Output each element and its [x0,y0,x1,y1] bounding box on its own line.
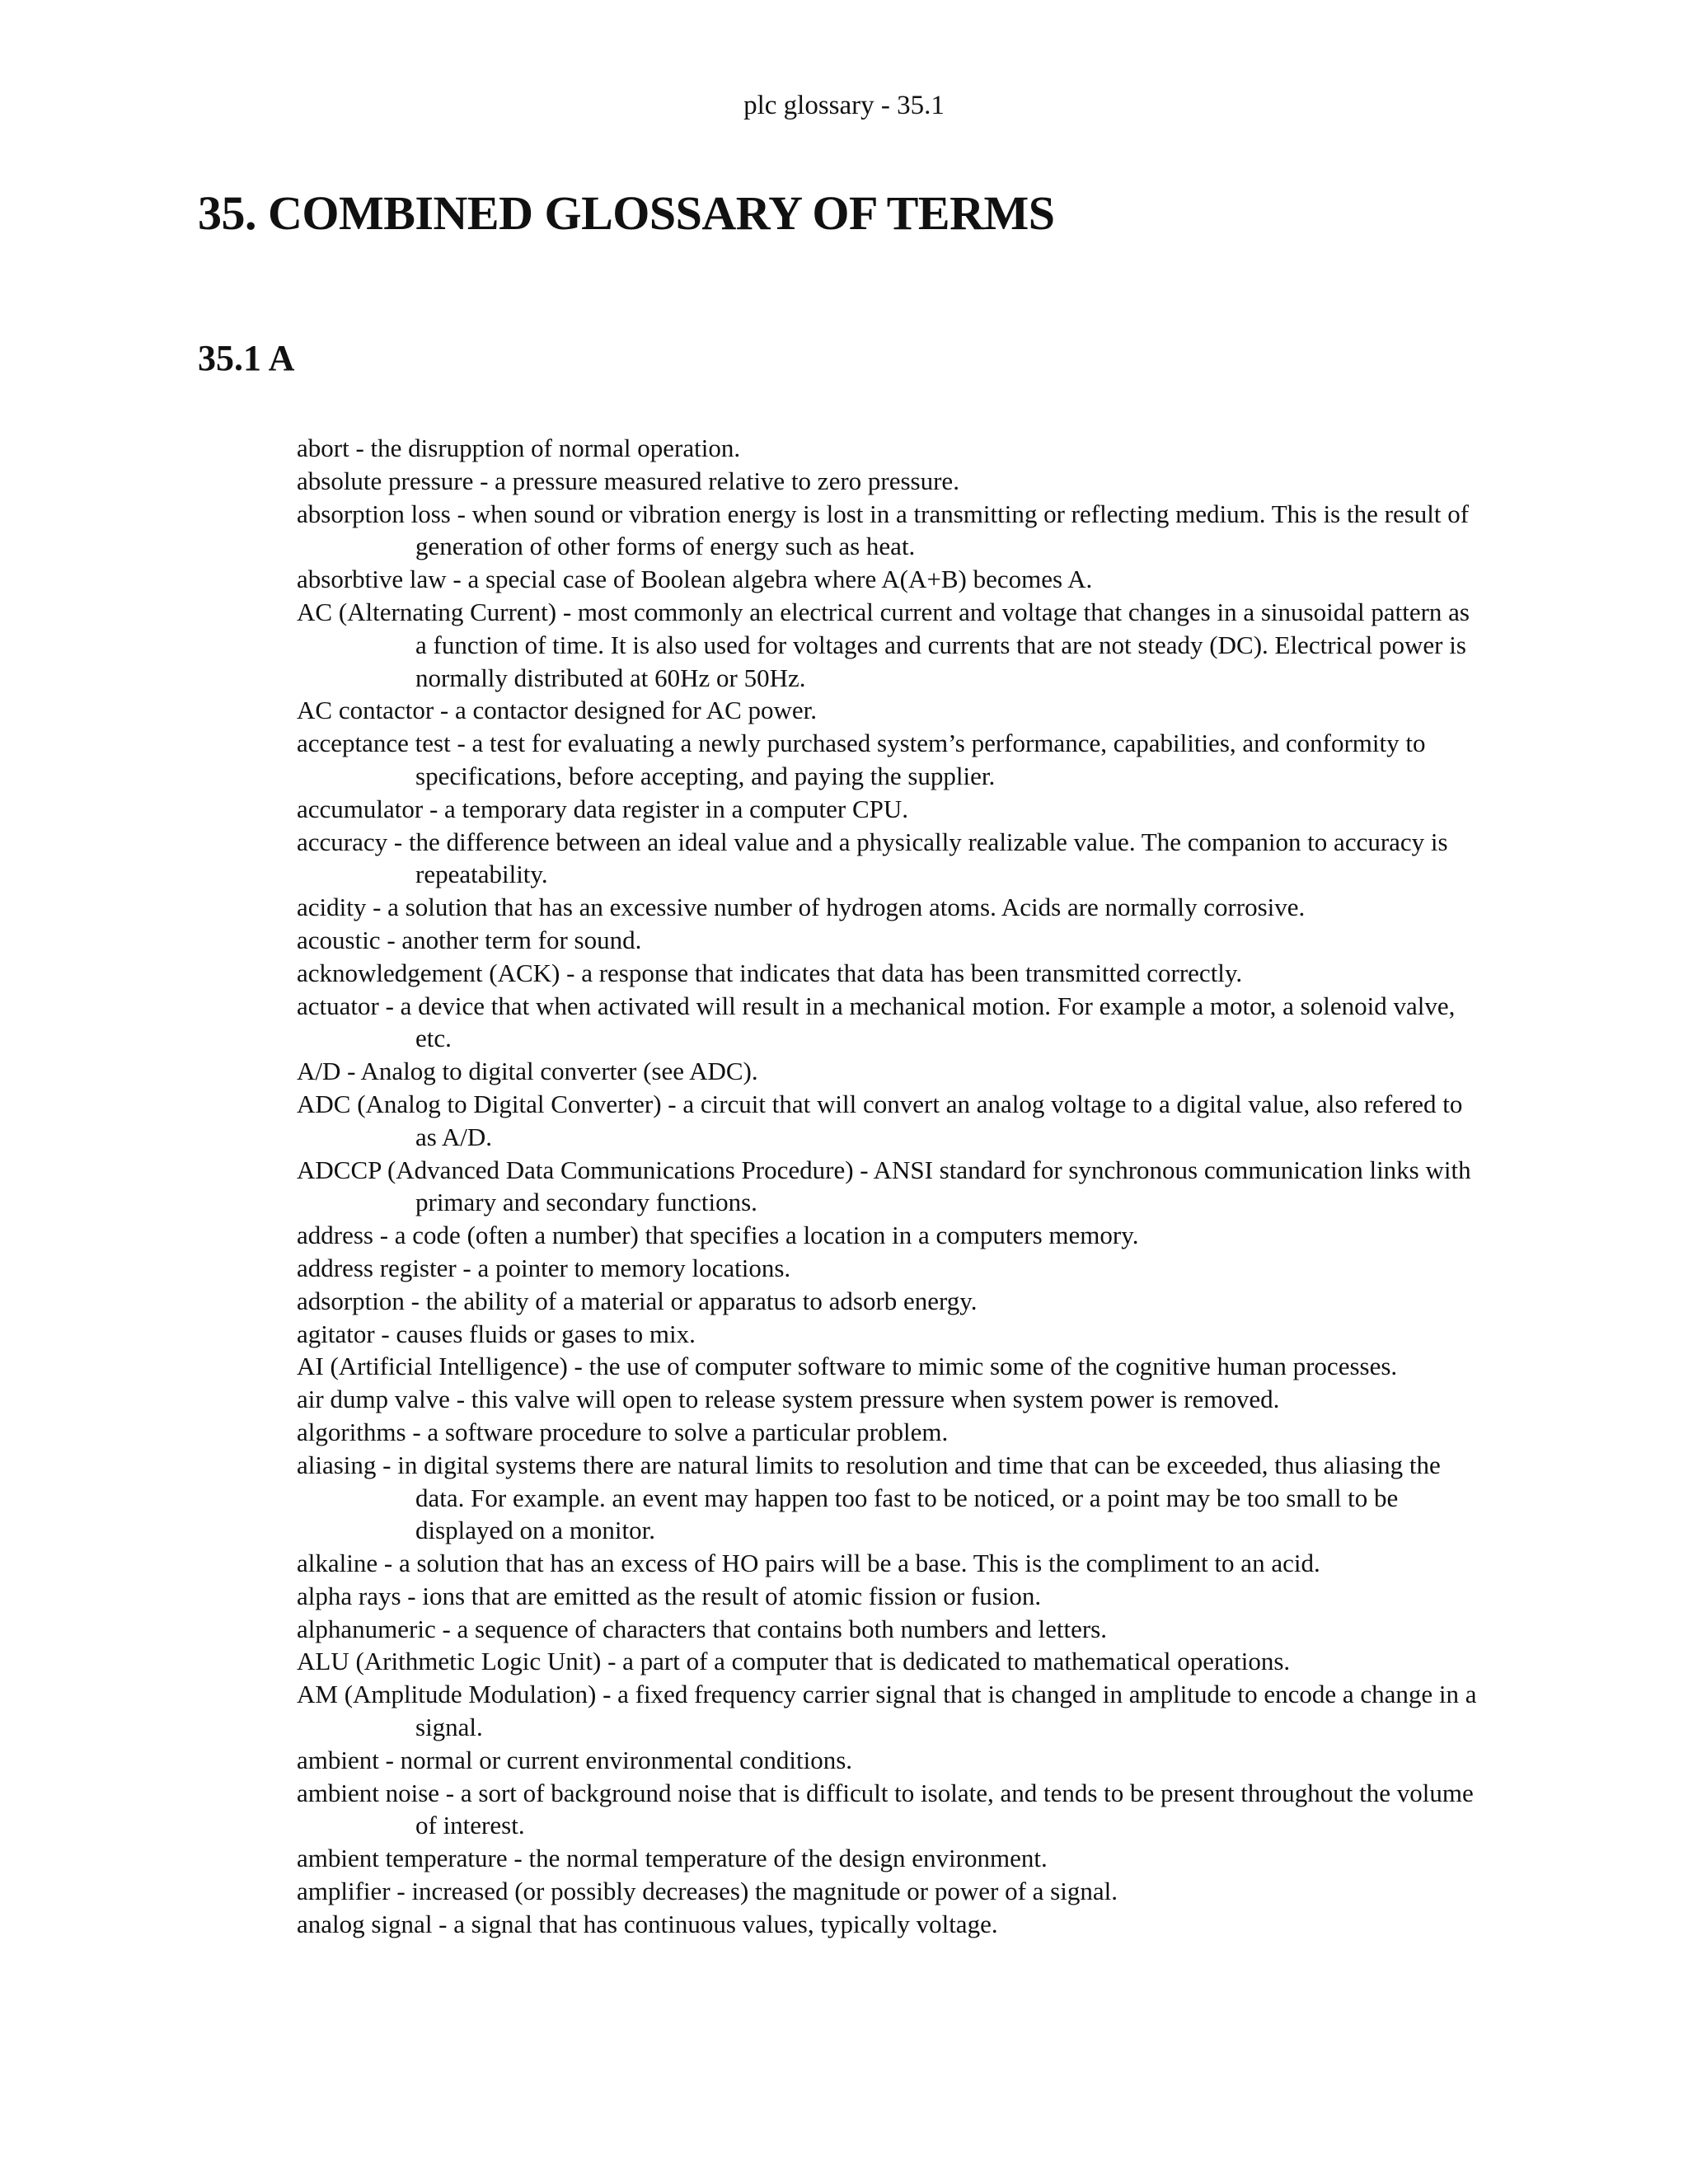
glossary-entry: acknowledgement (ACK) - a response that indicates that data has been transmitted correctly. [297,958,1243,987]
glossary-entry: AI (Artificial Intelligence) - the use of computer software to mimic some of the cognitive human processes. [297,1352,1398,1381]
glossary-entry: aliasing - in digital systems there are natural limits to resolution and time that can be exceeded, thus aliasing the data. For example. an event may happen too fast to be noticed, or a point may be too small to be displayed on a monitor. [297,1450,1441,1545]
glossary-entry: agitator - causes fluids or gases to mix. [297,1319,696,1348]
glossary-entry: ALU (Arithmetic Logic Unit) - a part of a computer that is dedicated to mathematical operations. [297,1647,1291,1676]
glossary-entry: alphanumeric - a sequence of characters that contains both numbers and letters. [297,1614,1107,1643]
glossary-entry: analog signal - a signal that has continuous values, typically voltage. [297,1909,998,1938]
glossary-entry: actuator - a device that when activated will result in a mechanical motion. For example a motor, a solenoid valve, etc. [297,991,1456,1053]
glossary-entry: accumulator - a temporary data register in a computer CPU. [297,794,909,823]
glossary-entry: address - a code (often a number) that specifies a location in a computers memory. [297,1221,1139,1250]
running-header: plc glossary - 35.1 [743,91,945,120]
glossary-entry: alkaline - a solution that has an excess of HO pairs will be a base. This is the compliment to an acid. [297,1549,1320,1578]
glossary-entry: accuracy - the difference between an ideal value and a physically realizable value. The companion to accuracy is repeatability. [297,827,1448,889]
glossary-entry: alpha rays - ions that are emitted as the result of atomic fission or fusion. [297,1581,1042,1610]
glossary-entry: air dump valve - this valve will open to release system pressure when system power is removed. [297,1385,1280,1414]
glossary-entry: acoustic - another term for sound. [297,925,642,954]
chapter-title: 35. COMBINED GLOSSARY OF TERMS [198,186,1055,240]
glossary-entry: abort - the disrupption of normal operation. [297,434,741,462]
glossary-entry: absolute pressure - a pressure measured relative to zero pressure. [297,466,959,495]
glossary-entry: ambient noise - a sort of background noise that is difficult to isolate, and tends to be present throughout the volume of interest. [297,1778,1474,1840]
glossary-entry: algorithms - a software procedure to solve a particular problem. [297,1417,949,1446]
glossary-entry: acidity - a solution that has an excessive number of hydrogen atoms. Acids are normally corrosive. [297,893,1306,922]
section-title: 35.1 A [198,338,295,378]
glossary-entry: ADCCP (Advanced Data Communications Procedure) - ANSI standard for synchronous communication links with primary and secondary functions. [297,1155,1471,1217]
glossary-entry: A/D - Analog to digital converter (see ADC). [297,1057,758,1086]
glossary-entry: ADC (Analog to Digital Converter) - a circuit that will convert an analog voltage to a digital value, also refered to as A/D. [297,1089,1463,1151]
glossary-entry: adsorption - the ability of a material or apparatus to adsorb energy. [297,1286,978,1315]
glossary-list [297,432,1484,1941]
glossary-entry: acceptance test - a test for evaluating a newly purchased system’s performance, capabilities, and conformity to specifications, before accepting, and paying the supplier. [297,729,1426,790]
glossary-entry: AM (Amplitude Modulation) - a fixed frequency carrier signal that is changed in amplitude to encode a change in a signal. [297,1680,1477,1742]
glossary-entry: ambient temperature - the normal temperature of the design environment. [297,1844,1048,1873]
glossary-entry: absorption loss - when sound or vibration energy is lost in a transmitting or reflecting medium. This is the result of generation of other forms of energy such as heat. [297,499,1470,561]
glossary-entry: ambient - normal or current environmental conditions. [297,1745,853,1774]
glossary-entry: absorbtive law - a special case of Boolean algebra where A(A+B) becomes A. [297,565,1093,594]
glossary-entry: amplifier - increased (or possibly decreases) the magnitude or power of a signal. [297,1877,1118,1906]
glossary-entry: address register - a pointer to memory locations. [297,1253,791,1282]
glossary-entry: AC contactor - a contactor designed for AC power. [297,696,818,725]
glossary-entry: AC (Alternating Current) - most commonly an electrical current and voltage that changes in a sinusoidal pattern as a function of time. It is also used for voltages and currents that are not steady (DC). Electrical power is normally distributed at 60Hz or 50Hz. [297,597,1470,692]
